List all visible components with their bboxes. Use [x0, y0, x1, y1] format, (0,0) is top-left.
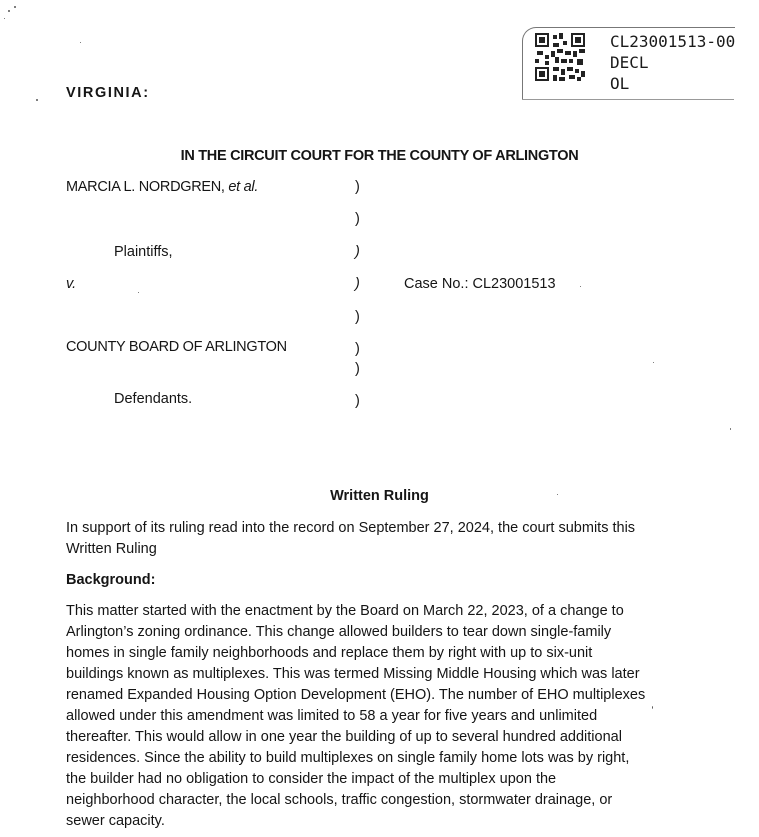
background-line: This matter started with the enactment by the Board on March 22, 2023, of a change to	[66, 603, 624, 619]
background-line: Arlington’s zoning ordinance. This change allowed builders to tear down single-family	[66, 624, 612, 640]
scan-speck	[730, 428, 731, 430]
background-paragraph	[66, 601, 706, 832]
versus-label: v.	[66, 276, 77, 292]
stamp-code: OL	[610, 74, 630, 93]
caption-paren: )	[355, 211, 360, 227]
caption-paren: )	[355, 244, 360, 260]
et-al-text: et al.	[228, 179, 259, 195]
scan-speck	[80, 42, 81, 43]
court-heading: IN THE CIRCUIT COURT FOR THE COUNTY OF ARLINGTON	[180, 148, 579, 164]
intro-line: Written Ruling	[66, 541, 157, 557]
background-line: sewer capacity.	[66, 813, 165, 829]
scan-speck	[4, 18, 5, 19]
background-heading: Background:	[66, 572, 156, 588]
scan-speck	[14, 6, 16, 8]
ruling-title: Written Ruling	[330, 488, 429, 504]
state-heading: VIRGINIA:	[66, 85, 150, 101]
caption-paren: )	[355, 179, 360, 195]
background-line: thereafter. This would allow in one year the building of up to several hundred additional	[66, 729, 622, 745]
defendants-label: Defendants.	[114, 391, 193, 407]
background-line: renamed Expanded Housing Option Development (EHO). The number of EHO multiplexes	[66, 687, 646, 703]
background-line: allowed under this amendment was limited to 58 a year for five years and unlimited	[66, 708, 598, 724]
stamp-doc-type: DECL	[610, 53, 649, 72]
caption-paren: )	[355, 393, 360, 409]
scan-speck	[138, 292, 139, 293]
clerk-stamp-text	[610, 31, 735, 94]
caption-paren: )	[355, 276, 360, 292]
background-line: the builder had no obligation to consider the impact of the multiplex upon the	[66, 771, 557, 787]
caption-paren: )	[355, 341, 360, 357]
caption-paren: )	[355, 309, 360, 325]
defendant-name: COUNTY BOARD OF ARLINGTON	[66, 339, 287, 355]
scan-speck	[580, 286, 581, 287]
background-line: buildings known as multiplexes. This was termed Missing Middle Housing which was later	[66, 666, 640, 682]
case-number: Case No.: CL23001513	[404, 276, 556, 292]
scan-speck	[557, 494, 558, 495]
background-line: residences. Since the ability to build multiplexes on single family home lots was by right,	[66, 750, 630, 766]
background-line: homes in single family neighborhoods and replace them by right with up to six-unit	[66, 645, 593, 661]
intro-paragraph	[66, 518, 706, 560]
background-line: neighborhood character, the local schools, traffic congestion, stormwater drainage, or	[66, 792, 613, 808]
caption-paren: )	[355, 361, 360, 377]
scan-speck	[36, 99, 38, 101]
scan-speck	[653, 362, 654, 363]
scan-speck	[652, 706, 653, 709]
stamp-case-number: CL23001513-00	[610, 32, 736, 51]
qr-code-icon	[535, 33, 585, 81]
plaintiff-name	[66, 178, 258, 196]
plaintiffs-label: Plaintiffs,	[114, 244, 173, 260]
plaintiff-name-text: MARCIA L. NORDGREN,	[66, 179, 225, 195]
intro-line: In support of its ruling read into the record on September 27, 2024, the court submits this	[66, 520, 636, 536]
scan-speck	[8, 10, 10, 12]
clerk-stamp-underline	[522, 99, 734, 100]
